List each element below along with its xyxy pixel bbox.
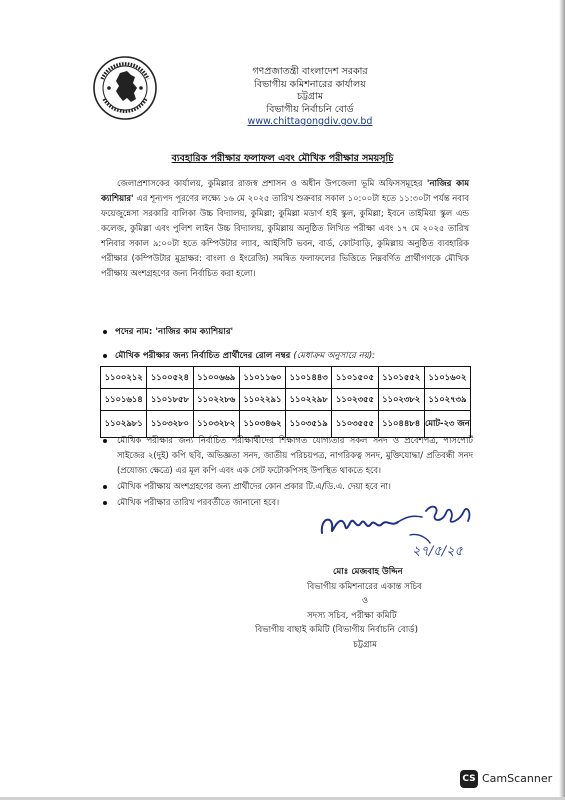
list-item bbox=[103, 479, 473, 494]
roll-cell: ১১০৪৪৮৪ bbox=[378, 411, 424, 438]
roll-number-table bbox=[100, 366, 471, 438]
roll-cell: ১১০১৬১৪ bbox=[101, 389, 147, 411]
roll-cell: ১১০১৪৪৩ bbox=[286, 367, 332, 389]
roll-cell: ১১০৩৪৬২ bbox=[239, 411, 285, 438]
office-name: বিভাগীয় কমিশনারের কার্যালয় bbox=[254, 78, 366, 90]
signatory-name: মোঃ মেজবাহ উদ্দিন bbox=[333, 567, 403, 577]
roll-cell: ১১০৩৫৫৫ bbox=[332, 411, 378, 438]
roll-cell: ১১০২২৯৮ bbox=[286, 389, 332, 411]
roll-table-label-main: মৌখিক পরীক্ষার জন্য নির্বাচিত প্রার্থীদের রোল নম্বর bbox=[115, 351, 294, 361]
instruction-text: মৌখিক পরীক্ষায় অংশগ্রহণের জন্য প্রার্থীদের কোন প্রকার টি.এ/ডি.এ. দেয়া হবে না। bbox=[117, 481, 391, 491]
post-value: 'নাজির কাম ক্যাশিয়ার' bbox=[155, 327, 234, 337]
roll-cell: ১১০১১৬০ bbox=[239, 367, 285, 389]
govt-name: গণপ্রজাতন্ত্রী বাংলাদেশ সরকার bbox=[252, 66, 368, 77]
bullet-icon bbox=[103, 330, 107, 334]
signatory-role: সদস্য সচিব, পরীক্ষা কমিটি bbox=[307, 610, 397, 621]
handwritten-signature bbox=[314, 497, 494, 559]
page-title-text: ব্যবহারিক পরীক্ষার ফলাফল এবং মৌখিক পরীক্ষার সময়সূচি bbox=[171, 153, 394, 164]
total-count-cell: মোট-২৩ জন bbox=[424, 411, 470, 438]
instruction-text: মৌখিক পরীক্ষার তারিখ পরবর্তীতে জানানো হবে। bbox=[117, 497, 280, 507]
website-link[interactable]: www.chittagongdiv.gov.bd bbox=[247, 116, 373, 127]
camscanner-label: CamScanner bbox=[482, 772, 553, 785]
roll-cell: ১১০০২১২ bbox=[101, 367, 147, 389]
roll-cell: ১১০৩২৮০ bbox=[147, 411, 193, 438]
roll-cell: ১১০৩২৮২ bbox=[193, 411, 239, 438]
signature-date: ২৭/৫/২৫ bbox=[412, 544, 463, 559]
roll-cell: ১১০১৫৫২ bbox=[378, 367, 424, 389]
post-label: পদের নাম: bbox=[115, 327, 156, 337]
roll-cell: ১১০২৩৮২ bbox=[378, 389, 424, 411]
camscanner-logo-icon: CS bbox=[460, 770, 478, 788]
roll-cell: ১১০৩৫১৯ bbox=[286, 411, 332, 438]
roll-cell: ১১০২৩৫৫ bbox=[332, 389, 378, 411]
signatory-city: চট্টগ্রাম bbox=[353, 639, 377, 650]
notice-paragraph bbox=[101, 176, 469, 281]
roll-cell: ১১০২২৮৬ bbox=[193, 389, 239, 411]
government-seal-icon bbox=[92, 55, 158, 121]
roll-cell: ১১০১৮৫৮ bbox=[147, 389, 193, 411]
roll-table-label-note: (মেধাক্রম অনুসারে নয়): bbox=[293, 351, 376, 361]
bullet-icon bbox=[103, 501, 107, 505]
signatory-designation: বিভাগীয় কমিশনারের একান্ত সচিব bbox=[307, 581, 422, 592]
paragraph-part-2: এর শূন্যপদ পূরণের লক্ষ্যে ১৬ মে ২০২৫ তারিখ শুক্রবার সকাল ১০:০০টা হতে ১১:৩০টা পর্যন্ত নবাব ফয়েজুন্নেসা সরকারি বালিকা উচ্চ বিদ্যালয়, কুমিল্লা; কুমিল্লা মডার্ণ হাই স্কুল, কুমিল্লা; ইবনে তাইমিয়া স্কুল এন্ড কলেজ, কুমিল্লা এবং পুলিশ লাইন উচ্চ বিদ্যালয়, কুমিল্লায় অনুষ্ঠিত লিখিত পরীক্ষা এবং ১৭ মে ২০২৫ তারিখ শনিবার সকাল ৯:০০টা হতে কম্পিউটার ল্যাব, আইসিটি ভবন, বার্ড, কোটবাড়ি, কুমিল্লায় অনুষ্ঠিত ব্যবহারিক পরীক্ষার (কম্পিউটার মুদ্রাক্ষর: বাংলা ও ইংরেজি) সমন্বিত ফলাফলের ভিত্তিতে নিম্নবর্ণিত প্রার্থীগণকে মৌখিক পরীক্ষায় অংশগ্রহণের জন্য নির্বাচিত করা হলো। bbox=[101, 193, 469, 278]
signatory-conjunction: ও bbox=[361, 596, 369, 606]
roll-table-label bbox=[103, 349, 375, 363]
board-name: বিভাগীয় নির্বাচনি বোর্ড bbox=[266, 103, 354, 115]
letterhead bbox=[205, 66, 415, 129]
page-title bbox=[0, 152, 565, 167]
table-row bbox=[101, 367, 471, 389]
office-city: চট্টগ্রাম bbox=[296, 91, 324, 102]
roll-cell: ১১০১৫০৫ bbox=[332, 367, 378, 389]
list-item bbox=[103, 433, 473, 478]
roll-cell: ১১০২৯৮১ bbox=[101, 411, 147, 438]
roll-cell: ১১০০৫২৪ bbox=[147, 367, 193, 389]
bullet-icon bbox=[103, 354, 107, 358]
post-name-inline: 'নাজির কাম ক্যাশিয়ার' bbox=[101, 178, 469, 203]
post-line bbox=[103, 325, 233, 339]
instruction-text: মৌখিক পরীক্ষার জন্য নির্বাচিত পরীক্ষার্থীদের শিক্ষাগত যোগ্যতার সকল সনদ ও প্রবেশপত্র, পাসপোর্ট সাইজের ২(দুই) কপি ছবি, অভিজ্ঞতা সনদ, জাতীয় পরিচয়পত্র, নাগরিকত্ব সনদ, মুক্তিযোদ্ধা/ প্রতিবন্ধী সনদ (প্রযোজ্য ক্ষেত্রে) এর মূল কপি এবং এক সেট ফটোকপিসহ উপস্থিত থাকতে হবে। bbox=[117, 435, 473, 475]
paragraph-part-1: জেলাপ্রশাসকের কার্যালয়, কুমিল্লার রাজস্ব প্রশাসন ও অধীন উপজেলা ভূমি অফিসসমূহের bbox=[117, 178, 427, 188]
signatory-block bbox=[255, 565, 475, 652]
bullet-icon bbox=[103, 439, 107, 443]
roll-cell: ১১০১৬০২ bbox=[424, 367, 470, 389]
roll-cell: ১১০২২৯১ bbox=[239, 389, 285, 411]
camscanner-watermark bbox=[460, 768, 560, 790]
scan-edge-right bbox=[559, 0, 565, 800]
roll-cell: ১১০০৬৬৯ bbox=[193, 367, 239, 389]
bullet-icon bbox=[103, 485, 107, 489]
signatory-committee: বিভাগীয় বাছাই কমিটি (বিভাগীয় নির্বাচনি বোর্ড) bbox=[255, 625, 418, 635]
roll-cell: ১১০২৭৩৯ bbox=[424, 389, 470, 411]
table-row bbox=[101, 389, 471, 411]
